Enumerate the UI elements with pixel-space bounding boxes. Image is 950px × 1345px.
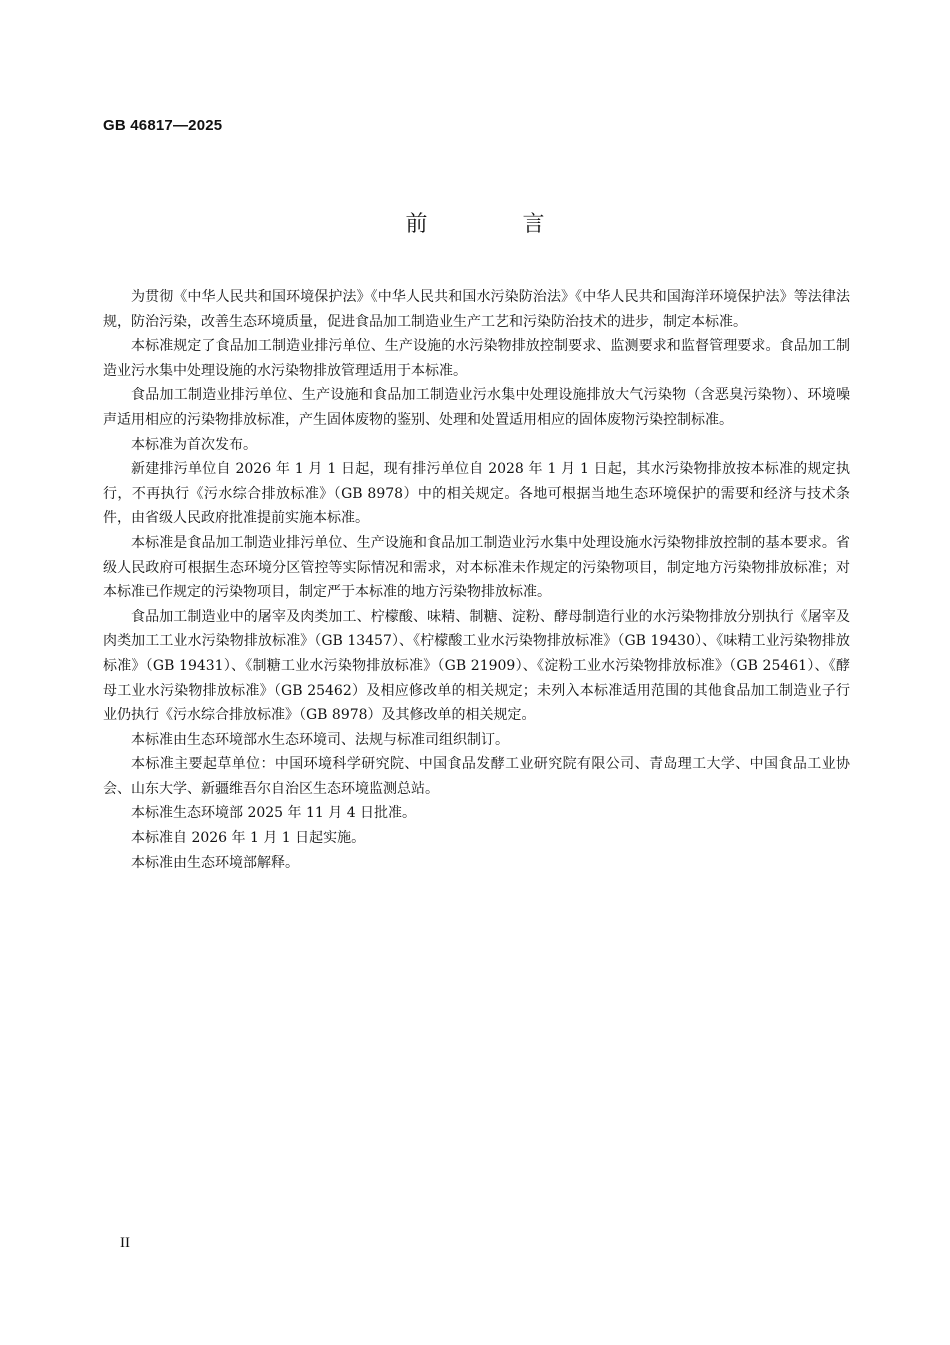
- page-title: 前 言: [405, 212, 589, 237]
- foreword-body: [103, 285, 850, 875]
- paragraph: 本标准主要起草单位：中国环境科学研究院、中国食品发酵工业研究院有限公司、青岛理工大学、中国食品工业协会、山东大学、新疆维吾尔自治区生态环境监测总站。: [103, 756, 850, 797]
- paragraph: 本标准是食品加工制造业排污单位、生产设施和食品加工制造业污水集中处理设施水污染物排放控制的基本要求。省级人民政府可根据生态环境分区管控等实际情况和需求，对本标准未作规定的污染物项目，制定地方污染物排放标准；对本标准已作规定的污染物项目，制定严于本标准的地方污染物排放标准。: [103, 534, 850, 601]
- paragraph: 本标准自 2026 年 1 月 1 日起实施。: [131, 830, 366, 847]
- paragraph: 为贯彻《中华人民共和国环境保护法》《中华人民共和国水污染防治法》《中华人民共和国海洋环境保护法》等法律法规，防治污染，改善生态环境质量，促进食品加工制造业生产工艺和污染防治技术的进步，制定本标准。: [103, 289, 850, 330]
- standard-code: GB 46817—2025: [103, 117, 223, 134]
- paragraph: 食品加工制造业排污单位、生产设施和食品加工制造业污水集中处理设施排放大气污染物（含恶臭污染物）、环境噪声适用相应的污染物排放标准，产生固体废物的鉴别、处理和处置适用相应的固体废物污染控制标准。: [103, 387, 850, 428]
- paragraph: 本标准生态环境部 2025 年 11 月 4 日批准。: [131, 805, 417, 822]
- paragraph: 新建排污单位自 2026 年 1 月 1 日起，现有排污单位自 2028 年 1 月 1 日起，其水污染物排放按本标准的规定执行，不再执行《污水综合排放标准》（GB 8978）中的相关规定。各地可根据当地生态环境保护的需要和经济与技术条件，由省级人民政府批准提前实施本标准。: [103, 461, 850, 527]
- paragraph: 本标准为首次发布。: [131, 436, 257, 453]
- paragraph: 食品加工制造业中的屠宰及肉类加工、柠檬酸、味精、制糖、淀粉、酵母制造行业的水污染物排放分别执行《屠宰及肉类加工工业水污染物排放标准》（GB 13457）、《柠檬酸工业水污染物排放标准》（GB 19430）、《味精工业污染物排放标准》（GB 19431）、《制糖工业水污染物排放标准》（GB 21909）、《淀粉工业水污染物排放标准》（GB 25461）、《酵母工业水污染物排放标准》（GB 25462）及相应修改单的相关规定；未列入本标准适用范围的其他食品加工制造业子行业仍执行《污水综合排放标准》（GB 8978）及其修改单的相关规定。: [103, 608, 850, 724]
- paragraph: 本标准由生态环境部解释。: [131, 854, 299, 871]
- page-number: II: [120, 1235, 130, 1251]
- paragraph: 本标准由生态环境部水生态环境司、法规与标准司组织制订。: [131, 731, 509, 748]
- paragraph: 本标准规定了食品加工制造业排污单位、生产设施的水污染物排放控制要求、监测要求和监督管理要求。食品加工制造业污水集中处理设施的水污染物排放管理适用于本标准。: [103, 338, 850, 379]
